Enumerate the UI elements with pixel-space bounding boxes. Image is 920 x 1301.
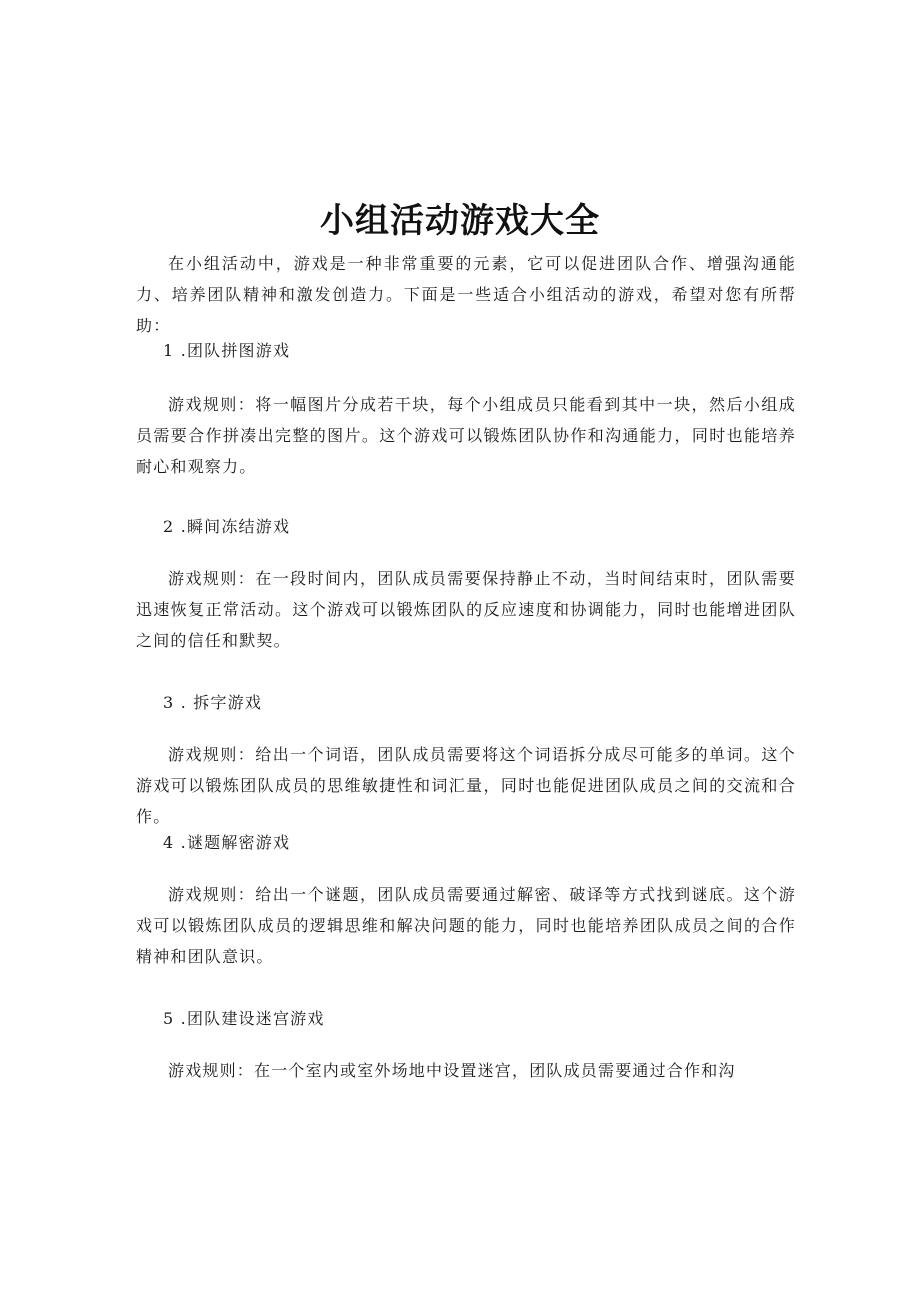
section-body-2: 游戏规则：在一段时间内，团队成员需要保持静止不动，当时间结束时，团队需要迅速恢复正常活动。这个游戏可以锻炼团队的反应速度和协调能力，同时也能增进团队之间的信任和默契。: [136, 569, 796, 650]
section-heading-4: 4 .谜题解密游戏: [163, 833, 291, 852]
section-body-1: 游戏规则：将一幅图片分成若干块，每个小组成员只能看到其中一块，然后小组成员需要合作拼凑出完整的图片。这个游戏可以锻炼团队协作和沟通能力，同时也能培养耐心和观察力。: [136, 395, 796, 476]
intro-paragraph: 在小组活动中，游戏是一种非常重要的元素，它可以促进团队合作、增强沟通能力、培养团队精神和激发创造力。下面是一些适合小组活动的游戏，希望对您有所帮助：: [136, 254, 796, 335]
section-heading-5: 5 .团队建设迷宫游戏: [163, 1009, 325, 1028]
page-title: 小组活动游戏大全: [320, 200, 600, 241]
section-heading-3: 3 . 拆字游戏: [163, 693, 263, 712]
section-heading-1: 1 .团队拼图游戏: [163, 341, 291, 360]
section-body-3: 游戏规则：给出一个词语，团队成员需要将这个词语拆分成尽可能多的单词。这个游戏可以锻炼团队成员的思维敏捷性和词汇量，同时也能促进团队成员之间的交流和合作。: [136, 745, 796, 826]
section-heading-2: 2 .瞬间冻结游戏: [163, 517, 291, 536]
section-body-4: 游戏规则：给出一个谜题，团队成员需要通过解密、破译等方式找到谜底。这个游戏可以锻炼团队成员的逻辑思维和解决问题的能力，同时也能培养团队成员之间的合作精神和团队意识。: [136, 885, 796, 966]
section-body-5: 游戏规则：在一个室内或室外场地中设置迷宫，团队成员需要通过合作和沟: [168, 1061, 736, 1080]
